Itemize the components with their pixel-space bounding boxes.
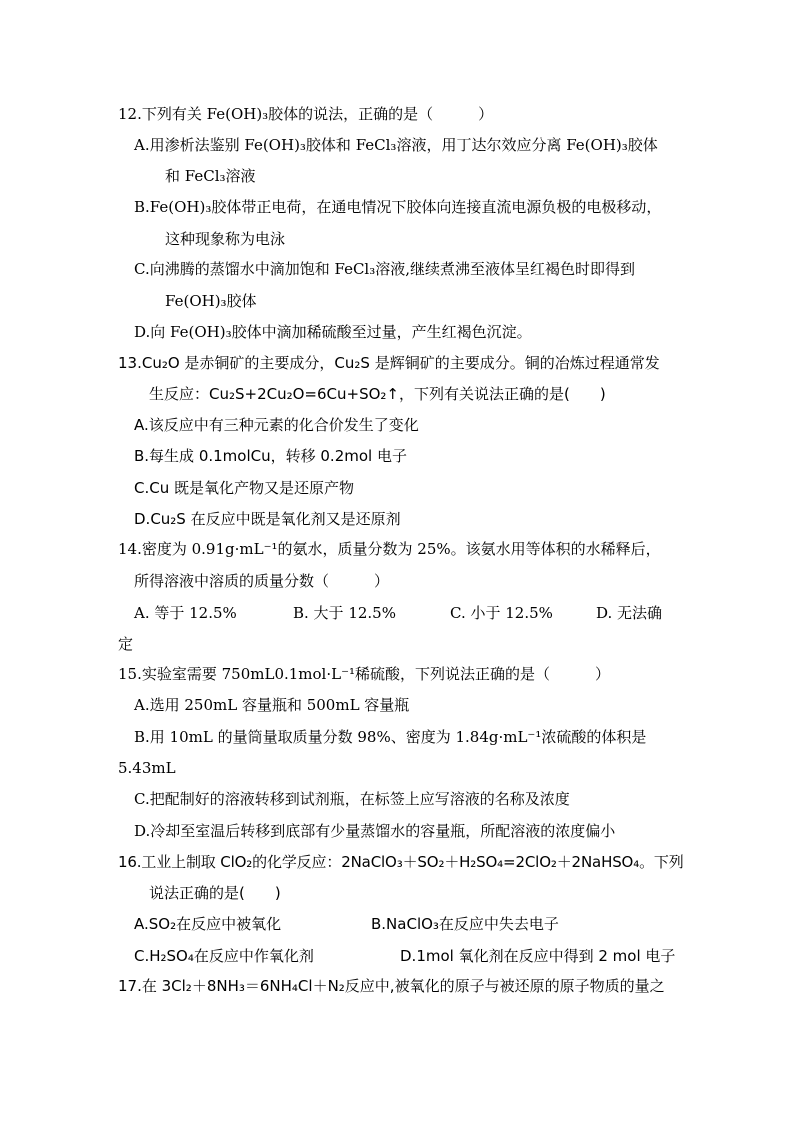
q12-stem: 12.下列有关 Fe(OH)₃胶体的说法，正确的是（ ） xyxy=(118,105,494,123)
q13-option-c: C.Cu 既是氧化产物又是还原产物 xyxy=(134,479,354,497)
q15-option-d: D.冷却至室温后转移到底部有少量蒸馏水的容量瓶，所配溶液的浓度偏小 xyxy=(134,822,616,840)
q12-option-d: D.向 Fe(OH)₃胶体中滴加稀硫酸至过量，产生红褐色沉淀。 xyxy=(134,323,532,341)
q15-option-b-line2: 5.43mL xyxy=(118,759,176,777)
q12-option-c-line2: Fe(OH)₃胶体 xyxy=(165,292,257,310)
q16-option-c: C.H₂SO₄在反应中作氧化剂 xyxy=(134,947,314,965)
q13-option-b: B.每生成 0.1molCu，转移 0.2mol 电子 xyxy=(134,447,407,465)
q17-stem: 17.在 3Cl₂＋8NH₃＝6NH₄Cl＋N₂反应中,被氧化的原子与被还原的原子物质的量之 xyxy=(118,977,665,995)
q12-option-b-line2: 这种现象称为电泳 xyxy=(165,230,286,248)
q12-option-b-line1: B.Fe(OH)₃胶体带正电荷，在通电情况下胶体向连接直流电源负极的电极移动， xyxy=(134,198,662,216)
q14-stem-line2: 所得溶液中溶质的质量分数（ ） xyxy=(134,572,390,590)
q16-option-b: B.NaClO₃在反应中失去电子 xyxy=(371,915,559,933)
q16-option-a: A.SO₂在反应中被氧化 xyxy=(134,915,282,933)
q13-stem-line2: 生反应：Cu₂S+2Cu₂O=6Cu+SO₂↑，下列有关说法正确的是( ) xyxy=(149,385,606,403)
q12-option-a-line1: A.用渗析法鉴别 Fe(OH)₃胶体和 FeCl₃溶液，用丁达尔效应分离 Fe(OH)₃胶体 xyxy=(134,136,658,154)
q14-option-d-cont: 定 xyxy=(118,635,134,653)
q13-option-d: D.Cu₂S 在反应中既是氧化剂又是还原剂 xyxy=(134,510,401,528)
q15-option-c: C.把配制好的溶液转移到试剂瓶，在标签上应写溶液的名称及浓度 xyxy=(134,790,570,808)
q14-stem-line1: 14.密度为 0.91g·mL⁻¹的氨水，质量分数为 25%。该氨水用等体积的水稀释后， xyxy=(118,540,661,558)
q14-option-a: A. 等于 12.5% xyxy=(134,604,237,622)
q16-stem-line2: 说法正确的是( ) xyxy=(149,884,281,902)
q13-stem-line1: 13.Cu₂O 是赤铜矿的主要成分，Cu₂S 是辉铜矿的主要成分。铜的冶炼过程通常发 xyxy=(118,354,660,372)
q16-stem-line1: 16.工业上制取 ClO₂的化学反应：2NaClO₃＋SO₂＋H₂SO₄=2ClO₂＋2NaHSO₄。下列 xyxy=(118,853,684,871)
q12-option-c-line1: C.向沸腾的蒸馏水中滴加饱和 FeCl₃溶液,继续煮沸至液体呈红褐色时即得到 xyxy=(134,260,636,278)
q13-option-a: A.该反应中有三种元素的化合价发生了变化 xyxy=(134,416,419,434)
q12-option-a-line2: 和 FeCl₃溶液 xyxy=(165,167,256,185)
q14-option-d: D. 无法确 xyxy=(596,604,663,622)
q14-option-b: B. 大于 12.5% xyxy=(293,604,396,622)
q15-option-b-line1: B.用 10mL 的量筒量取质量分数 98%、密度为 1.84g·mL⁻¹浓硫酸的体积是 xyxy=(134,728,647,746)
q15-option-a: A.选用 250mL 容量瓶和 500mL 容量瓶 xyxy=(134,696,410,714)
q16-option-d: D.1mol 氧化剂在反应中得到 2 mol 电子 xyxy=(400,947,676,965)
q15-stem: 15.实验室需要 750mL0.1mol·L⁻¹稀硫酸，下列说法正确的是（ ） xyxy=(118,665,611,683)
q14-option-c: C. 小于 12.5% xyxy=(450,604,553,622)
